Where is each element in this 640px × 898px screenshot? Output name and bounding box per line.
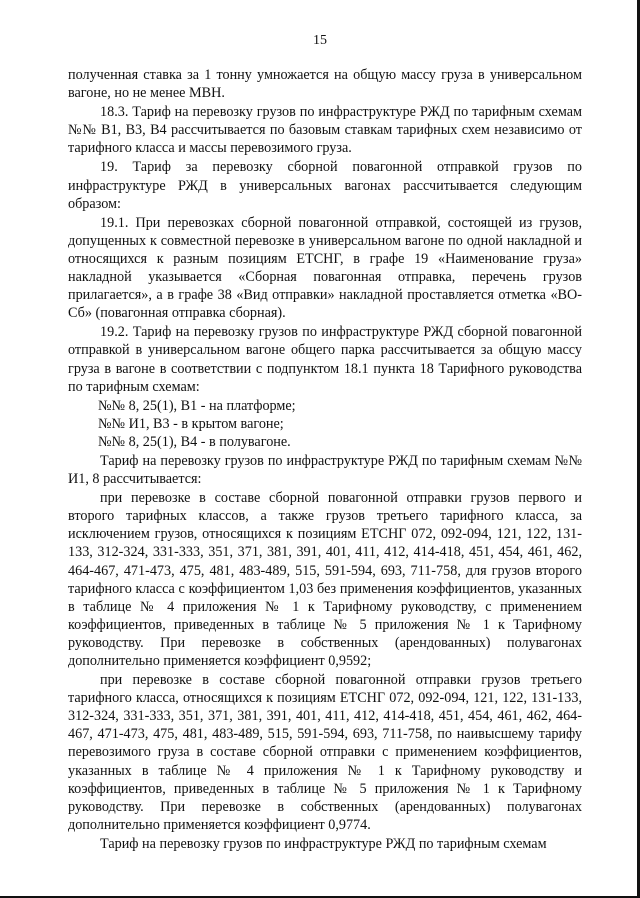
list-item: №№ 8, 25(1), В1 - на платформе; <box>98 397 296 414</box>
paragraph-19-1: 19.1. При перевозках сборной повагонной отправкой, состоящей из грузов, допущенных к совместной перевозке в универсальном вагоне по одной накладной и относящихся к разным позициям ЕТСНГ, в графе 19 «Наименование груза» накладной указывается «Сборная повагонная отправка, перечень грузов прилагается», а в графе 38 «Вид отправки» накладной проставляется отметка «ВО-Сб» (повагонная отправка сборная). <box>68 214 582 322</box>
paragraph-tariff-continued: Тариф на перевозку грузов по инфраструктуре РЖД по тарифным схемам <box>100 835 547 852</box>
paragraph-tariff-i1-8: Тариф на перевозку грузов по инфраструктуре РЖД по тарифным схемам №№ И1, 8 рассчитывается: <box>68 452 582 488</box>
document-body <box>68 66 582 854</box>
paragraph-continuation: полученная ставка за 1 тонну умножается на общую массу груза в универсальном вагоне, но не менее МВН. <box>68 67 582 102</box>
paragraph-19-2: 19.2. Тариф на перевозку грузов по инфраструктуре РЖД сборной повагонной отправкой в универсальном вагоне общего парка рассчитывается за общую массу груза в вагоне в соответствии с подпунктом 18.1 пункта 18 Тарифного руководства по тарифным схемам: <box>68 324 582 395</box>
list-item: №№ И1, В3 - в крытом вагоне; <box>98 415 284 432</box>
paragraph-18-3: 18.3. Тариф на перевозку грузов по инфраструктуре РЖД по тарифным схемам №№ В1, В3, В4 рассчитывается по базовым ставкам тарифных схем независимо от тарифного класса и массы перевозимого груза. <box>68 104 582 157</box>
page-number: 15 <box>313 33 327 48</box>
paragraph-19: 19. Тариф за перевозку сборной повагонной отправкой грузов по инфраструктуре РЖД в универсальных вагонах рассчитывается следующим образом: <box>68 159 582 212</box>
list-item: №№ 8, 25(1), В4 - в полувагоне. <box>98 433 291 450</box>
tariff-scheme-list <box>68 397 582 451</box>
paragraph-first-second-class: при перевозке в составе сборной повагонной отправки грузов первого и второго тарифных классов, а также грузов третьего тарифного класса, за исключением грузов, относящихся к позициям ЕТСНГ 072, 092-094, 121, 122, 131-133, 312-324, 331-333, 351, 371, 381, 391, 401, 411, 412, 414-418, 451, 454, 461, 462, 464-467, 471-473, 475, 481, 483-489, 515, 591-594, 693, 711-758, для грузов второго тарифного класса с коэффициентом 1,03 без применения коэффициентов, указанных в таблице № 4 приложения № 1 к Тарифному руководству, с применением коэффициентов, приведенных в таблице № 5 приложения № 1 к Тарифному руководству. При перевозке в собственных (арендованных) полувагонах дополнительно применяется коэффициент 0,9592; <box>68 490 582 669</box>
paragraph-third-class: при перевозке в составе сборной повагонной отправки грузов третьего тарифного класса, относящихся к позициям ЕТСНГ 072, 092-094, 121, 122, 131-133, 312-324, 331-333, 351, 371, 381, 391, 401, 411, 412, 414-418, 451, 454, 461, 462, 464-467, 471-473, 475, 481, 483-489, 515, 591-594, 693, 711-758, по наивысшему тарифу перевозимого груза в составе сборной отправки с применением коэффициентов, указанных в таблице № 4 приложения № 1 к Тарифному руководству и коэффициентов, приведенных в таблице № 5 приложения № 1 к Тарифному руководству. При перевозке в собственных (арендованных) полувагонах дополнительно применяется коэффициент 0,9774. <box>68 672 582 833</box>
